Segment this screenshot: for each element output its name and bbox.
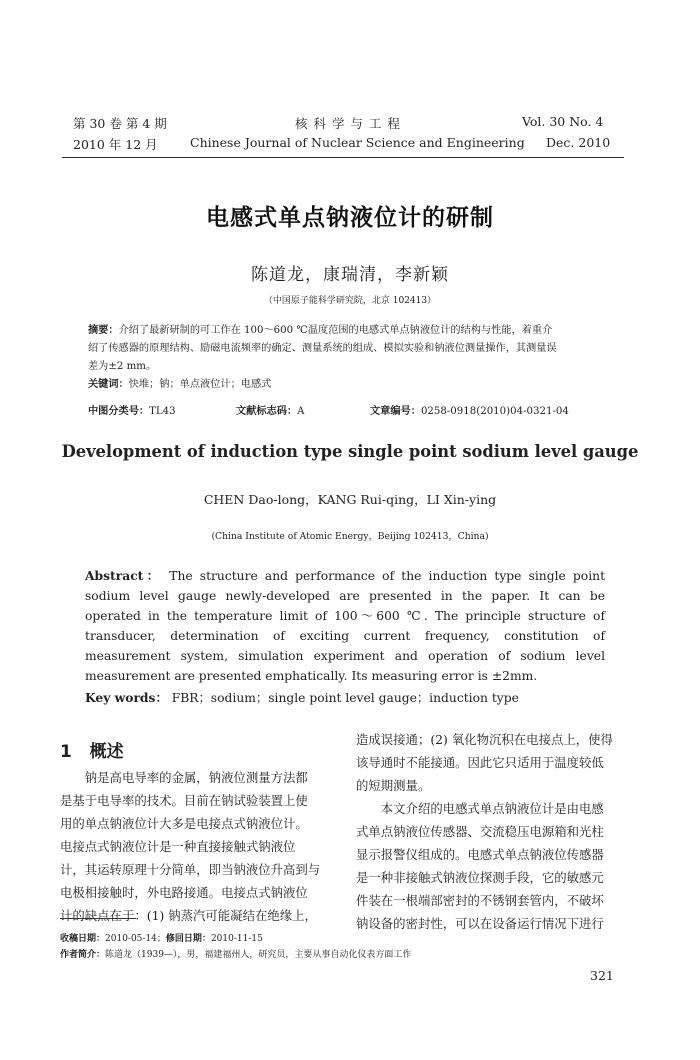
- body-right-column: [356, 728, 613, 935]
- article-number-value: 0258-0918(2010)04-0321-04: [420, 406, 569, 417]
- paper-title-en: Development of induction type single point sodium level gauge: [61, 442, 639, 461]
- affiliation-cn: （中国原子能科学研究院，北京 102413）: [263, 296, 437, 306]
- keywords-en-text: FBR；sodium；single point level gauge；induction type: [171, 691, 519, 705]
- article-number-label: 文章编号：: [370, 406, 421, 417]
- bio-text: 陈道龙（1939—），男，福建福州人，研究员，主要从事自动化仪表方面工作: [105, 950, 412, 960]
- revised-date: 2010-11-15: [210, 934, 263, 944]
- keywords-en: [85, 688, 519, 706]
- bio-label: 作者简介：: [60, 950, 106, 960]
- body-line: 是一种非接触式钠液位探测手段，它的敏感元: [356, 870, 604, 885]
- document-code-value: A: [297, 406, 305, 417]
- abstract-cn-line: 绍了传感器的原理结构、励磁电流频率的确定、测量系统的组成、模拟实验和钠液位测量操作，其测量误: [88, 343, 557, 354]
- section-number: 1: [60, 742, 72, 762]
- body-line: 显示报警仪组成的。电感式单点钠液位传感器: [356, 847, 604, 862]
- keywords-en-label: Key words：: [85, 690, 168, 705]
- body-left-column: [60, 766, 320, 927]
- body-line: 件装在一根端部密封的不锈钢套管内，不破坏: [356, 893, 604, 908]
- footnote-author-bio: [60, 947, 411, 960]
- body-line: 式单点钠液位传感器、交流稳压电源箱和光柱: [356, 824, 604, 839]
- header-date-en: Dec. 2010: [546, 135, 611, 150]
- body-line: 用的单点钠液位计大多是电接点式钠液位计。: [60, 816, 308, 831]
- revised-label: 修回日期：: [165, 934, 211, 944]
- header-journal-en: Chinese Journal of Nuclear Science and Engineering: [190, 135, 525, 150]
- header-rule: [62, 157, 624, 158]
- classification-label: 中图分类号：: [88, 406, 150, 417]
- abstract-cn: [88, 322, 603, 394]
- article-number: [370, 402, 569, 417]
- body-line: 计的缺点在于：(1) 钠蒸汽可能凝结在绝缘上，: [60, 908, 317, 923]
- paper-title-cn: 电感式单点钠液位计的研制: [206, 205, 494, 231]
- body-line: 电极相接触时，外电路接通。电接点式钠液位: [60, 885, 308, 900]
- body-line: 钠是高电导率的金属，钠液位测量方法都: [60, 770, 308, 785]
- body-line: 造成误接通；(2) 氧化物沉积在电接点上，使得: [356, 732, 613, 747]
- abstract-cn-label: 摘要：: [88, 325, 119, 336]
- header-journal-cn: 核 科 学 与 工 程: [295, 116, 401, 131]
- section-title: 概述: [89, 742, 124, 762]
- received-date: 2010-05-14；: [105, 934, 166, 944]
- abstract-en-label: Abstract：: [85, 568, 163, 583]
- received-label: 收稿日期：: [60, 934, 106, 944]
- classification-value: TL43: [149, 406, 176, 417]
- section-heading: [60, 737, 124, 762]
- body-line: 计，其运转原理十分简单，即当钠液位升高到与: [60, 862, 321, 877]
- body-line: 本文介绍的电感式单点钠液位计是由电感: [356, 801, 604, 816]
- authors-cn: 陈道龙，康瑞清，李新颖: [251, 265, 449, 285]
- footnote-dates: [60, 931, 263, 944]
- abstract-en-text: The structure and performance of the induction type single point sodium level gauge newly-developed are presented in the paper. It can be operated in the temperature limit of 100～600 ℃. The principle structure of transducer, determination of exciting current frequency, constitution of measurement system, simulation experiment and operation of sodium level measurement are presented emphatically. Its measuring error is ±2mm.: [85, 569, 606, 683]
- classification-number: [88, 402, 176, 417]
- footnote-rule: [60, 918, 136, 919]
- abstract-cn-line: 差为±2 mm。: [88, 361, 157, 372]
- document-code-label: 文献标志码：: [236, 406, 298, 417]
- body-line: 的短期测量。: [356, 778, 431, 793]
- body-line: 钠设备的密封性，可以在设备运行情况下进行: [356, 916, 604, 931]
- keywords-cn-label: 关键词：: [88, 379, 129, 390]
- abstract-cn-line: 介绍了最新研制的可工作在 100～600 ℃温度范围的电感式单点钠液位计的结构与性能，着重介: [118, 325, 553, 336]
- document-code: [236, 402, 304, 417]
- body-line: 是基于电导率的技术。目前在钠试验装置上使: [60, 793, 308, 808]
- body-line: 电接点式钠液位计是一种直接接触式钠液位: [60, 839, 296, 854]
- page-number: 321: [590, 968, 614, 983]
- abstract-en: [85, 566, 605, 686]
- body-line: 该导通时不能接通。因此它只适用于温度较低: [356, 755, 604, 770]
- keywords-cn: 快堆；钠；单点液位计；电感式: [128, 379, 272, 390]
- affiliation-en: (China Institute of Atomic Energy，Beijing 102413，China): [211, 531, 489, 542]
- authors-en: CHEN Dao-long，KANG Rui-qing，LI Xin-ying: [203, 492, 497, 507]
- header-volume-cn: 第 30 卷 第 4 期: [73, 116, 167, 131]
- header-date-cn: 2010 年 12 月: [73, 137, 158, 152]
- header-volume-en: Vol. 30 No. 4: [522, 114, 604, 129]
